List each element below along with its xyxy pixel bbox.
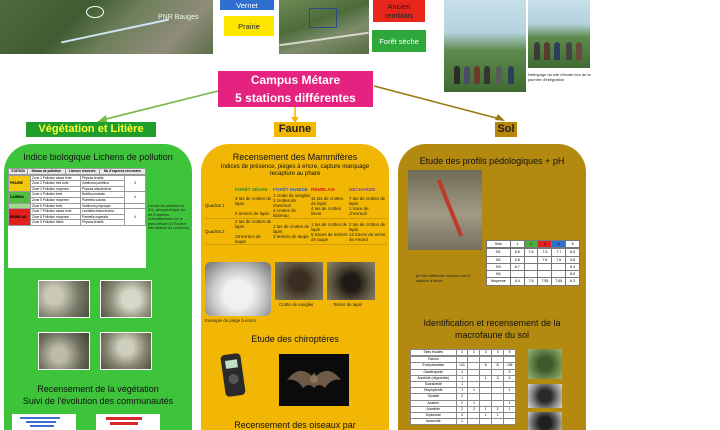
rabbit-burrow-caption: Terrier de lapin: [333, 302, 363, 307]
ph-cell: 7.65: [552, 278, 566, 285]
macrofauna-title-line2: macrofaune du sol: [454, 330, 530, 340]
ph-cell: 6.5: [566, 249, 580, 256]
ph-header-cell: 1: [510, 241, 524, 248]
campus-title-line2: 5 stations différentes: [235, 91, 356, 105]
mammal-cell: 7 tas de crottes de lapin 1 trace de chevreuil: [349, 193, 387, 219]
map-route: [61, 19, 169, 44]
lichen-body-grid: [8, 175, 146, 226]
macrofauna-cell: Aranéide: [411, 406, 457, 412]
veg-bar: [110, 422, 138, 425]
ph-cell: B4: [487, 271, 511, 278]
sol-panel: [398, 144, 586, 430]
macrofauna-cell: Annélide (oligochète): [411, 375, 457, 381]
veg-bar: [26, 421, 56, 423]
ph-cell: 6.4: [566, 263, 580, 270]
lichen-pollution-cell: Zone 6 Pollution forte: [31, 203, 81, 209]
lichen-pollution-cell: Zone 3 Pollution moyenne: [31, 186, 81, 192]
bat-detector-dial: [228, 373, 239, 384]
lichen-pollution-cell: Zone 9 Pollution faible: [31, 220, 81, 226]
macrofauna-table: [410, 349, 516, 425]
mammal-cell: 1 tas de crottes de lapin 3 terriers de taupe: [273, 219, 311, 245]
ph-row: [487, 271, 580, 278]
ph-header-cell: 2: [524, 241, 538, 248]
lichen-pollution-cell: Zone 1 Pollution assez forte: [31, 175, 81, 181]
person: [554, 42, 560, 60]
veg-bar: [106, 417, 142, 420]
soil-profile-caption: pH des différents horizons des 5 stations d'étude: [416, 274, 471, 283]
arrow-vegetation-head: [97, 115, 107, 122]
lichen-station-cell: PRAIRIE: [9, 175, 31, 192]
macrofauna-cell: 1: [456, 382, 468, 388]
macrofauna-cell: 1: [468, 388, 480, 394]
zone-label-foret-seche: [372, 30, 426, 52]
ph-cell: 7.5: [538, 249, 552, 256]
macrofauna-cell: >41: [456, 363, 468, 369]
macrofauna-cell: [468, 419, 480, 425]
lichen-header: STATION: [9, 169, 28, 175]
group-photo-right: [528, 0, 590, 68]
bat-detector-device: [220, 353, 246, 397]
mammal-cell: 3 tas de crottes de lapin 5 terriers de lapin: [235, 193, 273, 219]
macrofauna-body: [410, 356, 516, 425]
macrofauna-cell: 2: [492, 406, 504, 412]
lichen-pollution-cell: Zone 7 Pollution assez forte: [31, 209, 81, 215]
aerial-road: [279, 32, 368, 47]
ph-cell: [524, 263, 538, 270]
ph-cell: Moyenne: [487, 278, 511, 285]
macrofauna-cell: 2: [468, 406, 480, 412]
person: [566, 42, 572, 60]
mammal-title: Recensement des Mammifères: [232, 152, 358, 162]
macrofauna-cell: 4: [456, 413, 468, 419]
photo-caption-cleanup: Nettoyage du site d'étude lors de la journée d'intégration: [528, 72, 591, 82]
macrofauna-header-cell: 5: [504, 350, 516, 356]
vegetation-chart-left: [12, 414, 76, 430]
macrofauna-cell: [504, 419, 516, 425]
map-label-pnr: PNR Bauges: [158, 14, 199, 21]
bat-title: Etude des chiroptères: [251, 334, 339, 344]
soil-profile-photo: [408, 170, 482, 250]
macrofauna-cell: Diptomidé: [411, 413, 457, 419]
mammal-table: [205, 187, 387, 255]
zone-label-vernet-text: Vernet: [236, 0, 258, 10]
lichen-header: Nb d'espèces recensées: [99, 169, 145, 175]
ph-cell: [538, 263, 552, 270]
mammal-cell: 1 tas de crottes de lapin 5 traces de terriers de taupe: [311, 219, 349, 245]
person: [474, 66, 480, 84]
ph-cell: 7.6: [524, 249, 538, 256]
ph-cell: 7.6: [524, 278, 538, 285]
ph-header-cell: Sols: [487, 241, 511, 248]
macrofauna-cell: 8: [492, 363, 504, 369]
lichen-species-cell: Buellia punctata: [81, 192, 125, 198]
soil-auger: [437, 179, 463, 236]
veg-bar: [20, 417, 60, 419]
lichen-title: Indice biologique Lichens de pollution: [23, 152, 173, 162]
macrofauna-cell: 6: [480, 363, 492, 369]
lichen-table: [8, 168, 146, 268]
heading-faune: Faune: [274, 122, 316, 137]
person: [576, 42, 582, 60]
vegetation-title-line2: Suivi de l'évolution des communautés: [22, 396, 174, 406]
macrofauna-cell: Isotomidé: [411, 419, 457, 425]
macrofauna-header-row: [411, 350, 516, 356]
arrow-vegetation: [102, 91, 218, 120]
ph-cell: 6.4: [510, 278, 524, 285]
lichen-pollution-cell: Zone 5 Pollution moyenne: [31, 197, 81, 203]
macrofauna-row: [411, 419, 516, 425]
macrofauna-cell: Staphylinidé: [411, 388, 457, 394]
bat-detector-screen: [225, 359, 238, 369]
ph-row: [487, 249, 580, 256]
lichen-count-cell: 3: [125, 175, 146, 192]
mammal-body-grid: [205, 193, 387, 245]
lichen-species-cell: Physcia adscendens: [81, 186, 125, 192]
vegetation-chart-right: [96, 414, 160, 430]
ph-body-grid: [486, 248, 580, 285]
zone-label-prairie-text: Prairie: [238, 21, 260, 31]
ph-grid: [486, 240, 580, 248]
macrofauna-cell: 2: [456, 394, 468, 400]
ph-cell: [552, 271, 566, 278]
mammal-cell: 1 crotte de sanglier 2 crottes de chevreuil 4 crottes de blaireau: [273, 193, 311, 218]
ink-trap-photo: [205, 262, 271, 316]
heading-sol: Sol: [495, 122, 517, 137]
macrofauna-cell: 2: [456, 406, 468, 412]
campus-title-box: [218, 71, 373, 107]
lichen-header-row: [9, 169, 146, 175]
mammal-cell: Quadrat 1: [205, 193, 235, 219]
macrofauna-cell: Gastéropode: [411, 369, 457, 375]
ph-cell: 6.3: [566, 278, 580, 285]
mammal-header-cell: REMBLAIS: [311, 187, 335, 192]
macrofauna-cell: Tipulidé: [411, 394, 457, 400]
vegetation-title-line1: Recensement de la végétation: [37, 384, 159, 394]
mammal-cell: 2 tas de crottes de lapin 12 traces de terrier de renard: [349, 219, 387, 245]
macrofauna-header-cell: 3: [480, 350, 492, 356]
person: [484, 66, 490, 84]
macrofauna-cell: 1: [480, 375, 492, 381]
veg-bar: [30, 425, 54, 427]
lichen-pollution-cell: Zone 4 Pollution forte: [31, 192, 81, 198]
mammal-cell: Quadrat 2: [205, 219, 235, 245]
lichen-species-cell: Parmelia caperata: [81, 214, 125, 220]
ph-cell: B2: [487, 256, 511, 263]
aerial-zone-box: [309, 8, 337, 28]
ph-cell: 7.6: [538, 256, 552, 263]
lichen-photo-2: [100, 280, 152, 318]
macrofauna-cell: Enchytraeidae: [411, 363, 457, 369]
person: [534, 42, 540, 60]
zone-label-remblais: [373, 0, 425, 22]
lichen-species-cell: Xanthoria parietina: [81, 181, 125, 187]
macrofauna-body-grid: [410, 356, 516, 425]
mammal-body: [205, 193, 387, 245]
ph-cell: 6.6: [566, 271, 580, 278]
zone-label-vernet: [220, 0, 274, 10]
lichen-header: Lichens recensés: [65, 169, 99, 175]
lichen-side-note: L'étude de pollution en SO₂ atmosphérique sur les 5 stations échantillonnées sur le plan d'étude (Cf Espèce Séri-finance de Lecterme): [148, 204, 190, 231]
lichen-species-cell: Physcia tenella: [81, 220, 125, 226]
person: [508, 66, 514, 84]
macrofauna-cell: 1: [504, 388, 516, 394]
lichen-species-cell: Lecidella elaeochroma: [81, 209, 125, 215]
macrofauna-cell: Acarien: [411, 400, 457, 406]
macrofauna-cell: Scarabéidé: [411, 382, 457, 388]
macrofauna-header-cell: 4: [492, 350, 504, 356]
mammal-row: [205, 219, 387, 245]
lichen-species-cell: Parmelia sulcata: [81, 197, 125, 203]
macrofauna-photo-3: [528, 412, 562, 430]
mammal-header-cell: FORÊT HUMIDE: [273, 187, 308, 192]
ink-trap-caption: Exemple de piège à encre: [205, 318, 257, 323]
mammal-cell: 11 tas de crottes de lapin 4 tas de crottes lièvre: [311, 193, 349, 219]
zone-label-foret-seche-text: Forêt sèche: [379, 36, 419, 46]
macrofauna-photo-1: [528, 349, 562, 379]
lichen-photo-3: [38, 332, 90, 370]
boar-dropping-photo: [275, 262, 323, 300]
rabbit-burrow-photo: [327, 262, 375, 300]
macrofauna-cell: Taxons: [411, 357, 457, 363]
macrofauna-cell: 1: [456, 419, 468, 425]
mammal-subtitle: Indices de présence, pièges à encre, capture marquage recapture au phare: [220, 164, 370, 177]
lichen-grid: [8, 168, 146, 175]
ph-cell: 5.8: [510, 256, 524, 263]
ph-header-cell: 3: [538, 241, 552, 248]
macrofauna-title-line1: Identification et recensement de la: [423, 318, 561, 328]
arrow-sol-head: [495, 114, 505, 121]
lichen-species-cell: Xanthoria polycarpa: [81, 203, 125, 209]
bat-icon: [279, 354, 349, 406]
macrofauna-cell: 4: [456, 369, 468, 375]
mammal-header-cell: DÉCHARGE: [349, 187, 376, 192]
ph-cell: 7.6: [552, 256, 566, 263]
ph-cell: [510, 271, 524, 278]
mammal-header-cell: FORÊT SÈCHE: [235, 187, 268, 192]
macrofauna-cell: [492, 419, 504, 425]
ph-header-row: [487, 241, 580, 248]
ph-header-cell: 5: [566, 241, 580, 248]
ph-cell: 6.7: [510, 263, 524, 270]
lichen-pollution-cell: Zone 2 Pollution très forte: [31, 181, 81, 187]
ph-row: [487, 278, 580, 285]
lichen-count-cell: 4: [125, 209, 146, 226]
macrofauna-cell: 3: [492, 375, 504, 381]
lichen-station-cell: REMBLAIS: [9, 209, 31, 226]
map-zone-marker: [86, 6, 104, 18]
macrofauna-photo-2: [528, 384, 562, 408]
lichen-count-cell: 4: [125, 192, 146, 203]
macrofauna-cell: 1: [492, 413, 504, 419]
ph-header-cell: 4: [552, 241, 566, 248]
macrofauna-cell: 1: [480, 406, 492, 412]
lichen-body: [8, 175, 146, 226]
ph-cell: [524, 256, 538, 263]
ph-cell: 7.55: [538, 278, 552, 285]
zone-label-prairie: [224, 16, 274, 36]
macrofauna-cell: 1: [456, 375, 468, 381]
person: [496, 66, 502, 84]
bat-photo: [279, 354, 349, 406]
aerial-photo: [279, 0, 369, 54]
zone-label-remblais-text: Ancien remblais: [384, 2, 414, 20]
boar-dropping-caption: Crotte de sanglier: [279, 302, 314, 307]
person: [454, 66, 460, 84]
ph-cell: [524, 271, 538, 278]
mammal-row: [205, 193, 387, 219]
macrofauna-header-cell: Sites étudiés: [411, 350, 457, 356]
ph-table: [486, 240, 580, 286]
ph-row: [487, 263, 580, 270]
macrofauna-cell: 1: [456, 388, 468, 394]
mammal-cell: 2 tas de crottes de lapin 18 terriers de taupe: [235, 219, 272, 244]
ph-cell: [552, 263, 566, 270]
map-photo: [0, 0, 213, 54]
lichen-species-cell: Physcia tenella: [81, 175, 125, 181]
macrofauna-cell: [480, 419, 492, 425]
vegetation-panel: [4, 144, 192, 430]
lichen-photo-1: [38, 280, 90, 318]
macrofauna-cell: 1: [504, 406, 516, 412]
lichen-header: Niveau de pollution: [28, 169, 65, 175]
lichen-station-cell: CAMBEA: [9, 192, 31, 203]
macrofauna-cell: 1: [504, 400, 516, 406]
bird-title: Recensement des oiseaux par: [234, 420, 356, 430]
macrofauna-grid: [410, 349, 516, 356]
person: [544, 42, 550, 60]
heading-vegetation: Végétation et Litière: [26, 122, 156, 137]
macrofauna-cell: >36: [504, 363, 516, 369]
ph-cell: 5.8: [566, 256, 580, 263]
macrofauna-cell: 2: [456, 400, 468, 406]
macrofauna-cell: 1: [468, 400, 480, 406]
campus-title-line1: Campus Métare: [250, 73, 341, 87]
ph-cell: [538, 271, 552, 278]
macrofauna-cell: 1: [480, 413, 492, 419]
ph-row: [487, 256, 580, 263]
ph-cell: 6.6: [510, 249, 524, 256]
soil-profile-title: Etude des profils pédologiques + pH: [419, 156, 565, 166]
macrofauna-header-cell: 2: [468, 350, 480, 356]
faune-panel: [201, 144, 389, 430]
lichen-photo-4: [100, 332, 152, 370]
ph-cell: B1: [487, 249, 511, 256]
ph-cell: 7.7: [552, 249, 566, 256]
lichen-pollution-cell: Zone 8 Pollution moyenne: [31, 214, 81, 220]
ph-body: [486, 248, 580, 285]
macrofauna-header-cell: 1: [456, 350, 468, 356]
ph-cell: B3: [487, 263, 511, 270]
macrofauna-cell: 5: [504, 369, 516, 375]
group-photo-left: [444, 0, 526, 92]
macrofauna-cell: 6: [504, 375, 516, 381]
person: [464, 66, 470, 84]
